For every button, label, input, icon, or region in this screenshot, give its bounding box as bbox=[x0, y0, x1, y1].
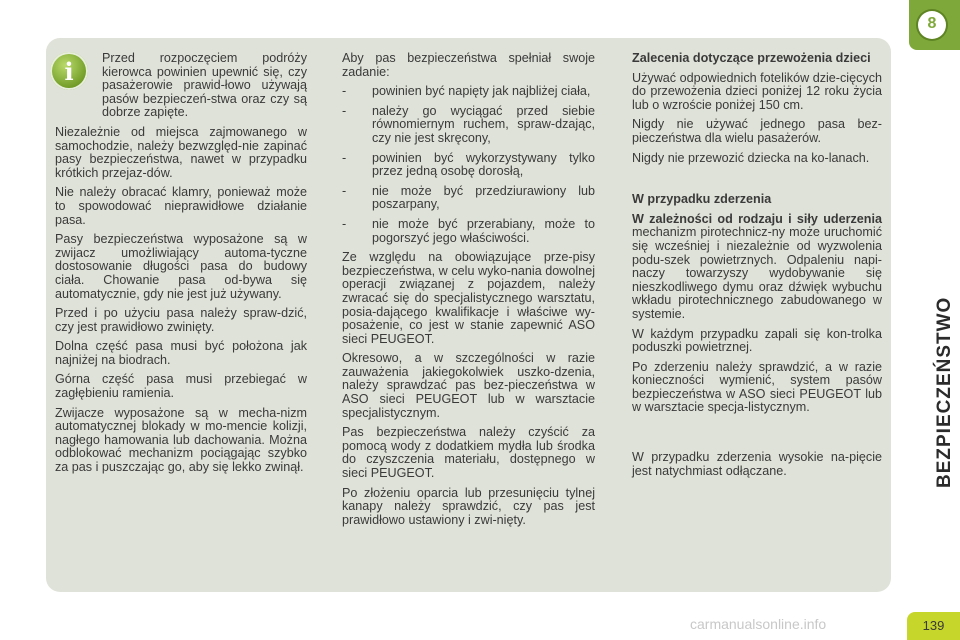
paragraph: Pasy bezpieczeństwa wyposażone są w zwijacz umożliwiający automa-tyczne dostosowanie długości pasa do budowy ciała. Chowanie pasa od-bywa się automatycznie, gdy nie jest już używany. bbox=[55, 232, 307, 301]
list-item: - należy go wyciągać przed siebie równomiernym ruchem, spraw-dzając, czy nie jest skręcony, bbox=[342, 105, 595, 146]
requirements-list bbox=[342, 85, 595, 245]
paragraph: Po złożeniu oparcia lub przesunięciu tylnej kanapy należy sprawdzić, czy pas jest prawidłowo ustawiony i zwi-nięty. bbox=[342, 485, 595, 527]
paragraph: W każdym przypadku zapali się kon-trolka poduszki powietrznej. bbox=[632, 326, 882, 355]
list-item: - nie może być przerabiany, może to pogorszyć jego właściwości. bbox=[342, 218, 595, 245]
paragraph: Po zderzeniu należy sprawdzić, a w razie konieczności wymienić, system pasów bezpieczeństwa w ASO sieci PEUGEOT lub w warsztacie specja-listycznym. bbox=[632, 359, 882, 415]
bold-lead: W zależności od rodzaju i siły uderzenia bbox=[632, 211, 882, 226]
list-item: - powinien być wykorzystywany tylko przez jedną osobę dorosłą, bbox=[342, 152, 595, 179]
paragraph: Używać odpowiednich fotelików dzie-cięcych do przewożenia dzieci poniżej 12 roku życia lub o wzroście poniżej 150 cm. bbox=[632, 70, 882, 112]
paragraph: Niezależnie od miejsca zajmowanego w samochodzie, należy bezwzględ-nie zapinać pasy bezpieczeństwa, nawet w przypadku krótkich przejaz-dów. bbox=[55, 124, 307, 180]
paragraph: W przypadku zderzenia wysokie na-pięcie jest natychmiast odłączane. bbox=[632, 450, 882, 478]
chapter-badge bbox=[918, 11, 946, 39]
intro-paragraph: Przed rozpoczęciem podróży kierowca powinien upewnić się, czy pasażerowie prawid-łowo używają pasów bezpieczeń-stwa oraz czy są dobrze zapięte. bbox=[102, 51, 307, 120]
watermark: carmanualsonline.info bbox=[690, 616, 827, 632]
column-1 bbox=[55, 52, 307, 481]
chapter-number: 8 bbox=[927, 15, 937, 32]
page-number-tab bbox=[907, 612, 960, 640]
column-3 bbox=[632, 52, 882, 484]
list-item: - powinien być napięty jak najbliżej ciała, bbox=[342, 85, 595, 99]
lead-text: mechanizm pirotechnicz-ny może uruchomić się wcześniej i niezależnie od wyzwolenia podu-szek powietrznych. Odpaleniu napi-naczy towarzyszy wydobywanie się nieszkodliwego dymu oraz dźwięk wybuchu wkładu pirotechnicznego zabudowanego w systemie. bbox=[632, 225, 882, 321]
list-item: - nie może być przedziurawiony lub poszarpany, bbox=[342, 185, 595, 212]
paragraph: Okresowo, a w szczególności w razie zauważenia jakiegokolwiek uszko-dzenia, należy sprawdzać pas bez-pieczeństwa w ASO sieci PEUGEOT lub w warsztacie specjalistycznym. bbox=[342, 351, 595, 420]
chapter-title: BEZPIECZEŃSTWO bbox=[934, 296, 955, 488]
section-heading: Zalecenia dotyczące przewożenia dzieci bbox=[632, 51, 871, 65]
paragraph bbox=[632, 213, 882, 322]
section-heading: W przypadku zderzenia bbox=[632, 192, 772, 207]
paragraph: Zwijacze wyposażone są w mecha-nizm automatycznej blokady w mo-mencie kolizji, nagłego hamowania lub dachowania. Można odblokować mechanizm pociągając szybko za pas i puszczając go, aby się lekko zwinął. bbox=[55, 405, 307, 475]
paragraph: Przed i po użyciu pasa należy spraw-dzić, czy jest prawidłowo zwinięty. bbox=[55, 306, 307, 334]
paragraph: Górna część pasa musi przebiegać w zagłębieniu ramienia. bbox=[55, 372, 307, 401]
paragraph: Pas bezpieczeństwa należy czyścić za pomocą wody z dodatkiem mydła lub środka do czyszczenia materiału, dostępnego w sieci PEUGEOT. bbox=[342, 425, 595, 481]
paragraph: Nigdy nie używać jednego pasa bez-pieczeństwa dla wielu pasażerów. bbox=[632, 117, 882, 145]
page-number: 139 bbox=[922, 618, 945, 633]
paragraph: Dolna część pasa musi być położona jak najniżej na biodrach. bbox=[55, 339, 307, 367]
paragraph: Nie należy obracać klamry, ponieważ może to spowodować nieprawidłowe działanie pasa. bbox=[55, 185, 307, 227]
paragraph: Nigdy nie przewozić dziecka na ko-lanach. bbox=[632, 150, 870, 165]
column-2 bbox=[342, 52, 595, 533]
intro-paragraph: Aby pas bezpieczeństwa spełniał swoje zadanie: bbox=[342, 51, 595, 79]
paragraph: Ze względu na obowiązujące prze-pisy bezpieczeństwa, w celu wyko-nania dowolnej operacji związanej z pojazdem, należy zwracać się do specjalistycznego warsztatu, posia-dającego kwalifikacje i właściwe wy-posażenie, co jest w stanie zapewnić ASO sieci PEUGEOT. bbox=[342, 250, 595, 346]
info-icon: i bbox=[50, 52, 88, 90]
